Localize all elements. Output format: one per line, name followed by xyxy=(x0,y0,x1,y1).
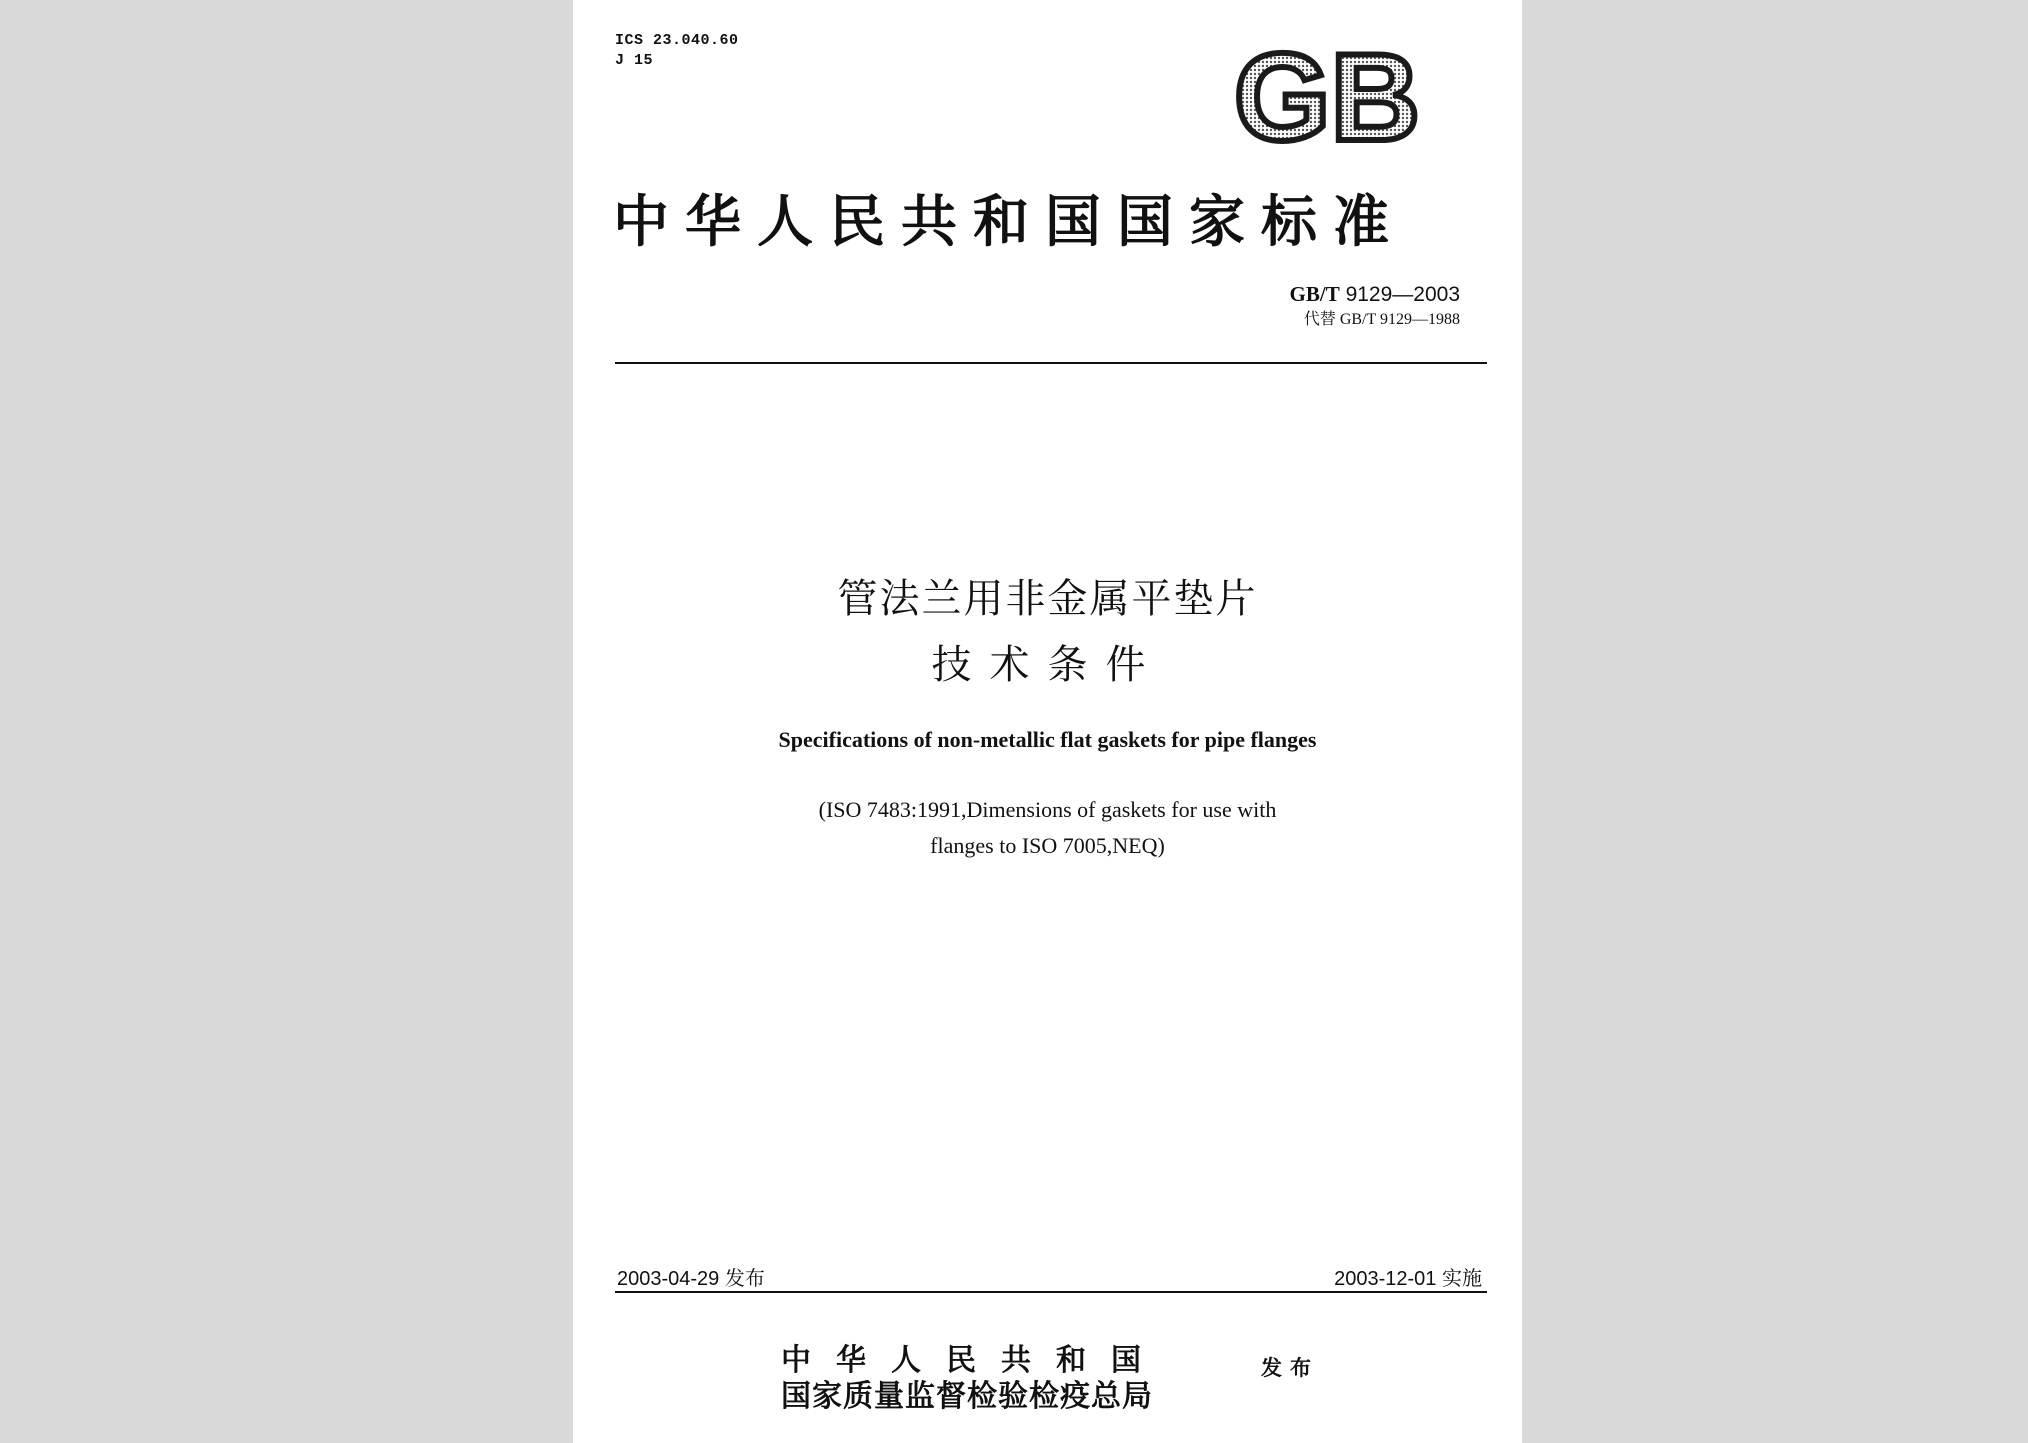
ics-code: ICS 23.040.60 xyxy=(615,32,739,49)
gb-logo xyxy=(1217,40,1437,160)
english-title: Specifications of non-metallic flat gaskets for pipe flanges xyxy=(778,727,1317,752)
chinese-title-line2: 技术条件 xyxy=(931,642,1164,688)
iso-reference-line1: (ISO 7483:1991,Dimensions of gaskets for use with xyxy=(818,797,1277,822)
iso-reference-line2: flanges to ISO 7005,NEQ) xyxy=(930,833,1165,858)
svg-text:GB: GB xyxy=(1234,40,1420,160)
document-page xyxy=(573,0,1522,1443)
issue-date: 2003-04-29 发布 xyxy=(617,1268,765,1290)
publisher-line2: 国家质量监督检验检疫总局 xyxy=(781,1379,1153,1414)
footer-divider xyxy=(615,1291,1487,1293)
standard-number xyxy=(1290,282,1460,307)
replaces-standard: 代替 GB/T 9129—1988 xyxy=(1303,311,1460,328)
standard-number-prefix: GB/T xyxy=(1289,282,1340,306)
publish-label: 发布 xyxy=(1261,1355,1319,1380)
header-divider xyxy=(615,362,1487,364)
publisher-line1: 中华人民共和国 xyxy=(781,1343,1166,1378)
standard-number-value: 9129—2003 xyxy=(1345,283,1460,306)
chinese-title-line1: 管法兰用非金属平垫片 xyxy=(837,576,1258,622)
gb-logo-icon xyxy=(1217,40,1437,160)
j-code: J 15 xyxy=(615,52,654,69)
implementation-date: 2003-12-01 实施 xyxy=(1334,1268,1482,1290)
country-standard-title: 中华人民共和国国家标准 xyxy=(613,189,1405,255)
